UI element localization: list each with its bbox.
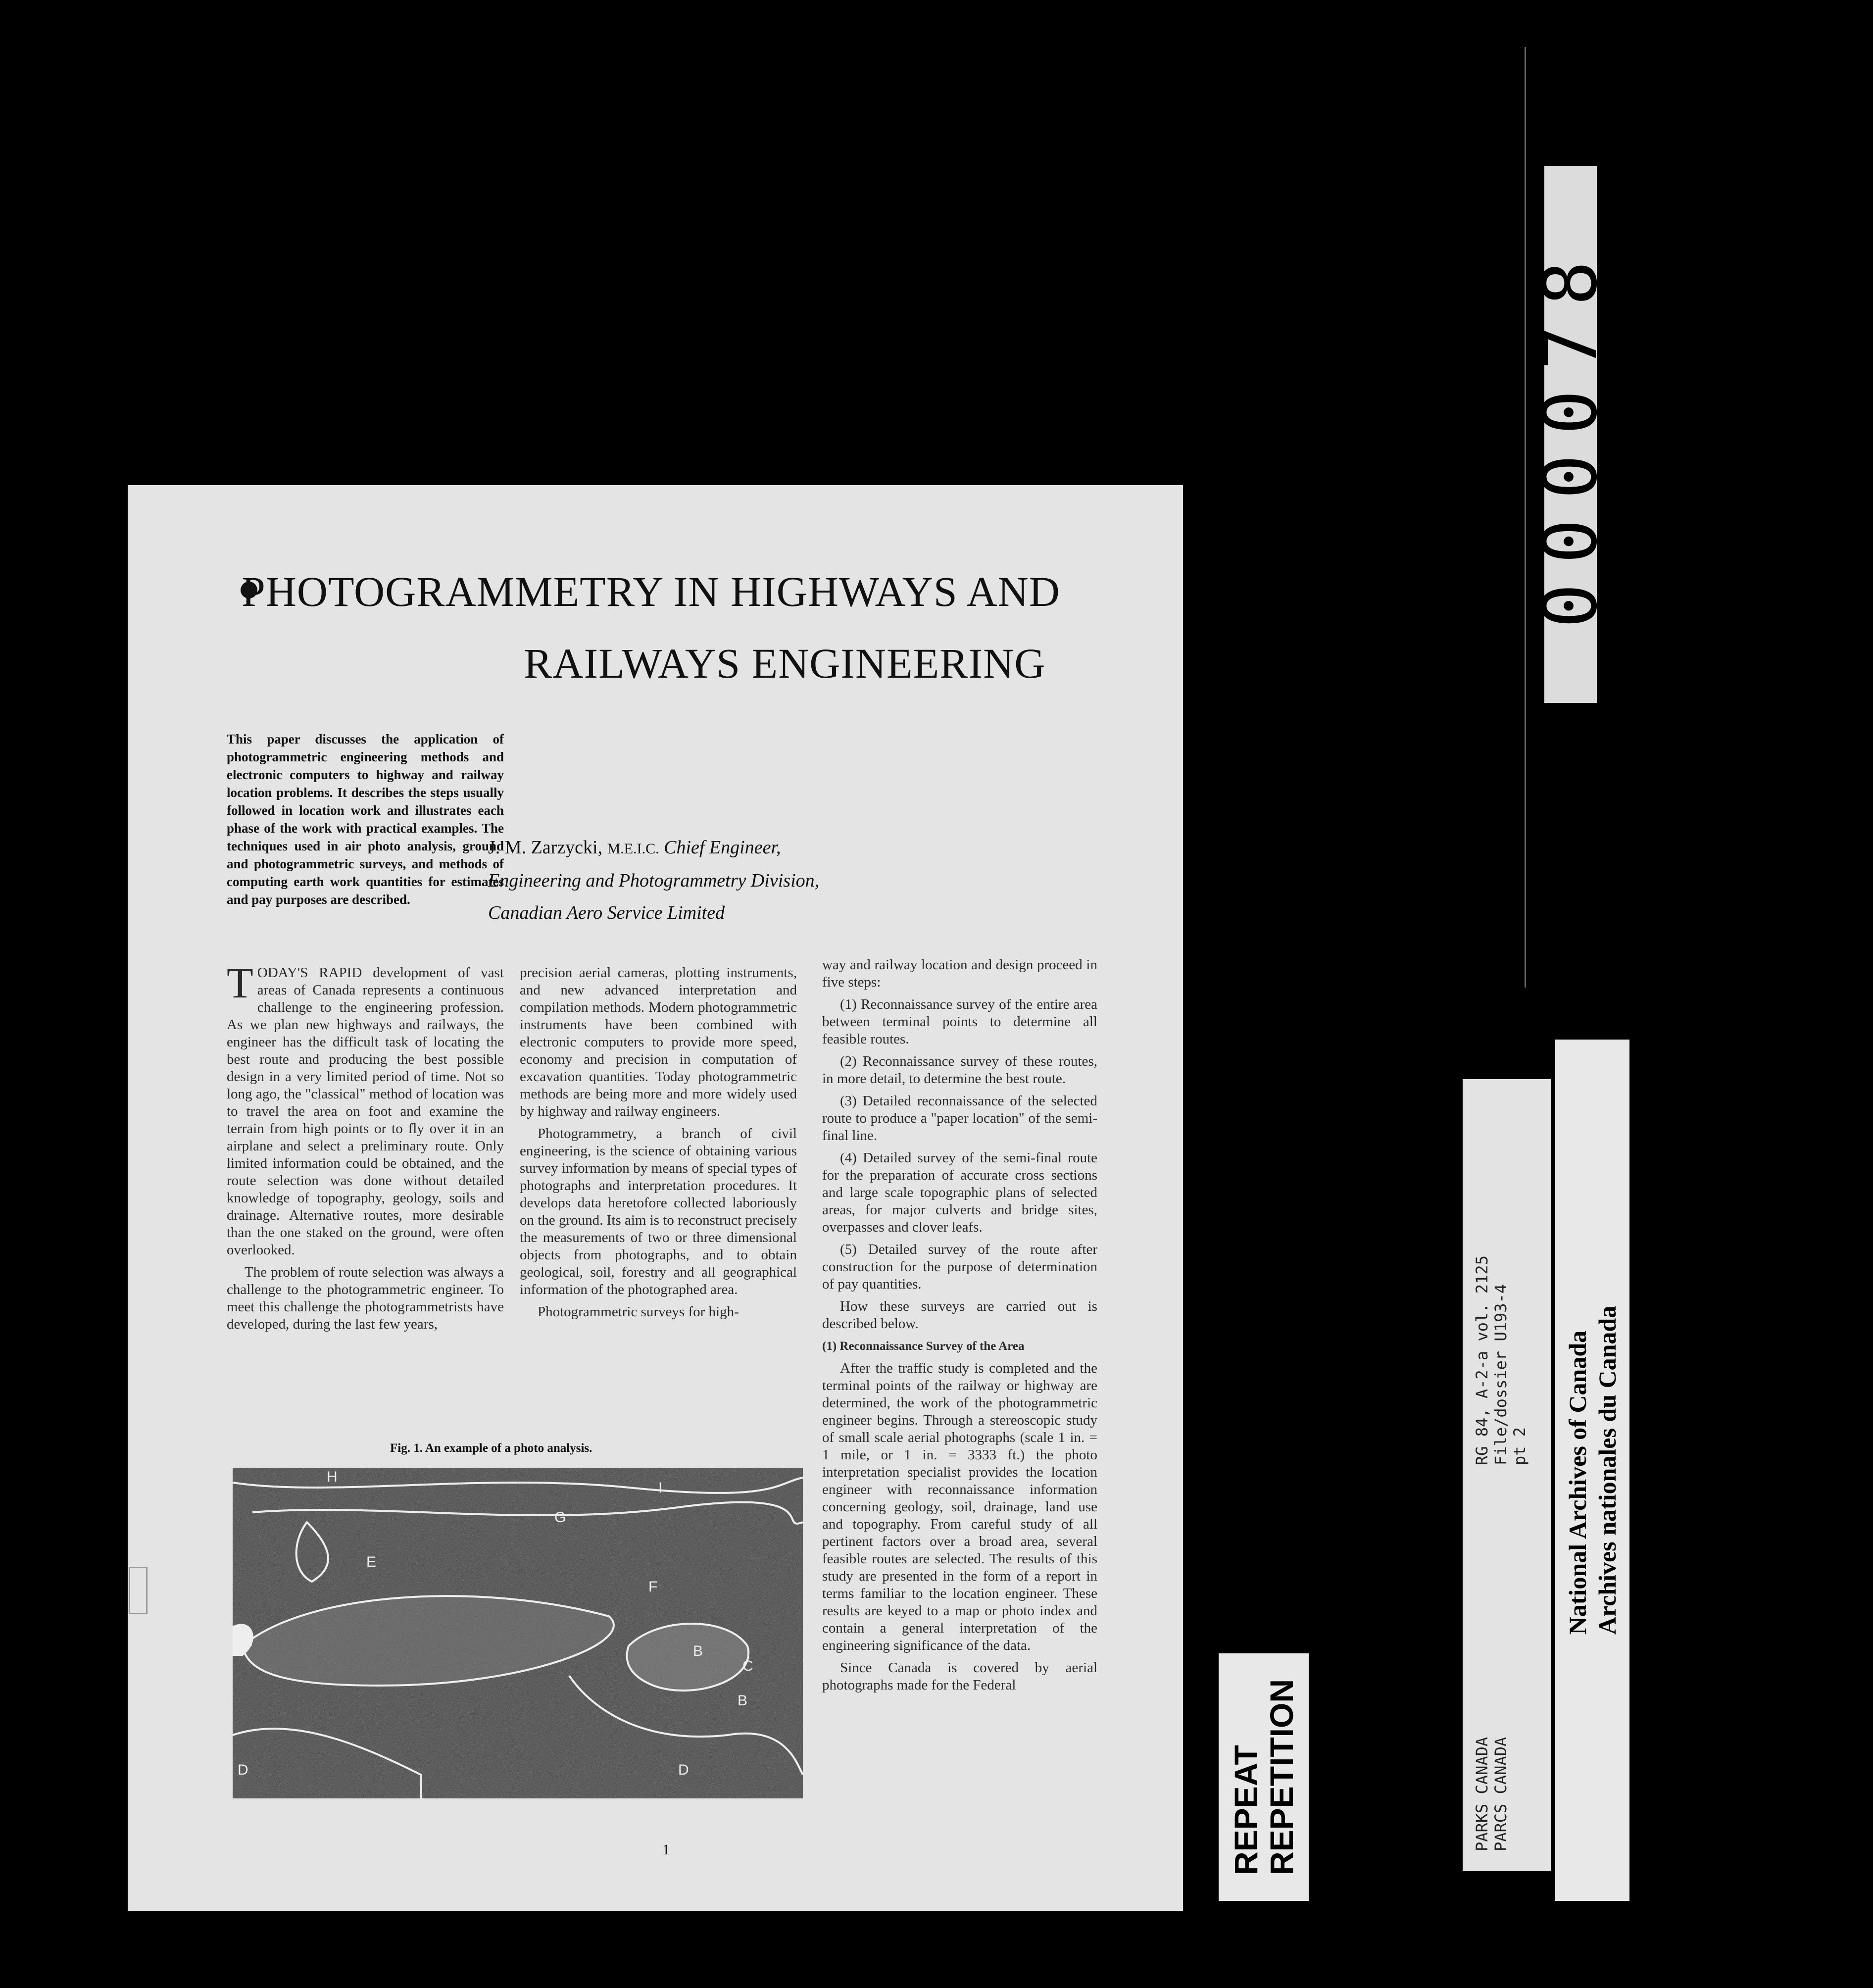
author-division: Engineering and Photogrammetry Division, — [488, 870, 820, 891]
step-3: (3) Detailed reconnaissance of the selected route to produce a "paper location" of the semi-final line. — [822, 1093, 1097, 1143]
column-2 — [520, 964, 797, 1326]
fig-label-i: I — [658, 1480, 663, 1496]
fig-label-c: C — [742, 1658, 753, 1674]
label-line-2: File/dossier U193-4 — [1491, 1284, 1510, 1465]
national-archives-label — [1555, 1040, 1629, 1901]
fig-label-f: F — [648, 1579, 658, 1595]
fig-label-d2: D — [678, 1762, 689, 1778]
page-edge-strip — [129, 1567, 148, 1614]
repeat-line1: REPEAT — [1228, 1745, 1264, 1876]
author-role: Chief Engineer, — [664, 837, 781, 858]
repeat-text — [1228, 1679, 1299, 1875]
label-line-5: PARCS CANADA — [1491, 1737, 1510, 1851]
paragraph: precision aerial cameras, plotting instruments, and new advanced interpretation and compilation methods. Modern photogrammetric instruments have been combined with electronic computers to provide more speed, economy and precision in computation of excavation quantities. Today photogrammetric methods are being more and more widely used by highway and railway engineers. — [520, 965, 797, 1119]
label-line-4: PARKS CANADA — [1473, 1737, 1491, 1851]
fig-label-e1: E — [366, 1554, 377, 1570]
label-line-3: pt 2 — [1510, 1427, 1529, 1465]
section-heading: (1) Reconnaissance Survey of the Area — [822, 1340, 1025, 1353]
article-title-line1: PHOTOGRAMMETRY IN HIGHWAYS AND — [242, 568, 1060, 615]
paragraph: How these surveys are carried out is described below. — [822, 1298, 1097, 1332]
paragraph: Since Canada is covered by aerial photographs made for the Federal — [822, 1660, 1097, 1693]
author-degree: M.E.I.C. — [607, 841, 659, 857]
abstract: This paper discusses the application of photogrammetric engineering methods and electronic computers to highway and railway location problems. It describes the steps usually followed in location work and illustrates each phase of the work with practical examples. The techniques used in air photo analysis, ground and photogrammetric surveys, and methods of computing earth work quantities for estimates and pay purposes are described. — [227, 732, 504, 907]
fig-label-b2: B — [738, 1692, 748, 1709]
archives-en: National Archives of Canada — [1564, 1330, 1591, 1635]
paragraph: Photogrammetric surveys for high- — [538, 1304, 739, 1320]
drop-cap: T — [227, 959, 253, 1007]
archives-fr: Archives nationales du Canada — [1593, 1305, 1621, 1635]
author-block — [488, 832, 934, 929]
aerial-photo-figure — [233, 1468, 803, 1798]
archive-reference-label — [1463, 1079, 1551, 1871]
paragraph: The problem of route selection was always a challenge to the photogrammetric engineer. To meet this challenge the photogrammetrists have developed, during the last few years, — [227, 1264, 504, 1332]
figure-caption: Fig. 1. An example of a photo analysis. — [390, 1441, 592, 1455]
paragraph: Photogrammetry, a branch of civil engineering, is the science of obtaining various survey information by means of special types of photographs and interpretation procedures. It develops data heretofore collected laboriously on the ground. Its aim is to reconstruct precisely the measurements of two or three dimensional objects from photographs, and to obtain geological, soil, forestry and all geographical information of the photographed area. — [520, 1126, 797, 1297]
fig-label-h: H — [327, 1469, 338, 1485]
column-3 — [822, 956, 1097, 1699]
fig-label-e2: E — [243, 1633, 253, 1649]
repeat-target — [1219, 1653, 1309, 1901]
article-title-line2: RAILWAYS ENGINEERING — [524, 640, 1046, 687]
paragraph-text: ODAY'S RAPID development of vast areas of Canada represents a continuous challenge to the engineering profession. As we plan new highways and railways, the engineer has the difficult task of locating the best route and producing the best possible design in a very limited period of time. Not so long ago, the "classical" method of location was to travel the area on foot and examine the terrain from high points or to fly over it in an airplane and select a preliminary route. Only limited information could be obtained, and the route selection was done without detailed knowledge of topography, geology, soils and drainage. Alternative routes, more desirable than the one staked on the ground, were often overlooked. — [227, 965, 504, 1258]
label-line-1: RG 84, A-2-a vol. 2125 — [1473, 1255, 1491, 1465]
step-4: (4) Detailed survey of the semi-final route for the preparation of accurate cross sections and large scale topographic plans of selected areas, for major culverts and bridge sites, overpasses and clover leafs. — [822, 1150, 1097, 1235]
repeat-line2: REPETITION — [1263, 1679, 1300, 1876]
paragraph: way and railway location and design proceed in five steps: — [822, 957, 1097, 990]
photo-analysis-image — [233, 1468, 803, 1798]
step-2: (2) Reconnaissance survey of these routes, in more detail, to determine the best route. — [822, 1053, 1097, 1087]
column-1 — [227, 959, 504, 1338]
step-5: (5) Detailed survey of the route after construction for the purpose of determination of pay quantities. — [822, 1242, 1097, 1292]
author-company: Canadian Aero Service Limited — [488, 902, 725, 923]
page-number: 1 — [662, 1841, 670, 1858]
document-page — [128, 485, 1183, 1911]
paragraph: After the traffic study is completed and the terminal points of the railway or highway are determined, the work of the photogrammetric engineer begins. Through a stereoscopic study of small scale aerial photographs (scale 1 in. = 1 mile, or 1 in. = 3333 ft.) the photo interpretation specialist provides the location engineer with reconnaissance information concerning geology, soil, drainage, land use and topography. From careful study of all pertinent factors over a broad area, several feasible routes are selected. The results of this study are presented in the form of a report in terms familiar to the location engineer. These results are keyed to a map or photo index and contain a general interpretation of the engineering significance of the data. — [822, 1360, 1097, 1653]
reel-number-target — [1528, 166, 1614, 703]
paragraph — [227, 959, 504, 1259]
reel-number: 000078 — [1528, 241, 1614, 628]
film-edge-line — [1525, 47, 1526, 988]
step-1: (1) Reconnaissance survey of the entire area between terminal points to determine all feasible routes. — [822, 996, 1097, 1047]
author-name: J. M. Zarzycki, — [488, 837, 603, 858]
fig-label-g: G — [554, 1509, 566, 1526]
fig-label-d1: D — [238, 1762, 248, 1778]
fig-label-b1: B — [693, 1643, 703, 1659]
national-archives-text — [1563, 1306, 1622, 1635]
